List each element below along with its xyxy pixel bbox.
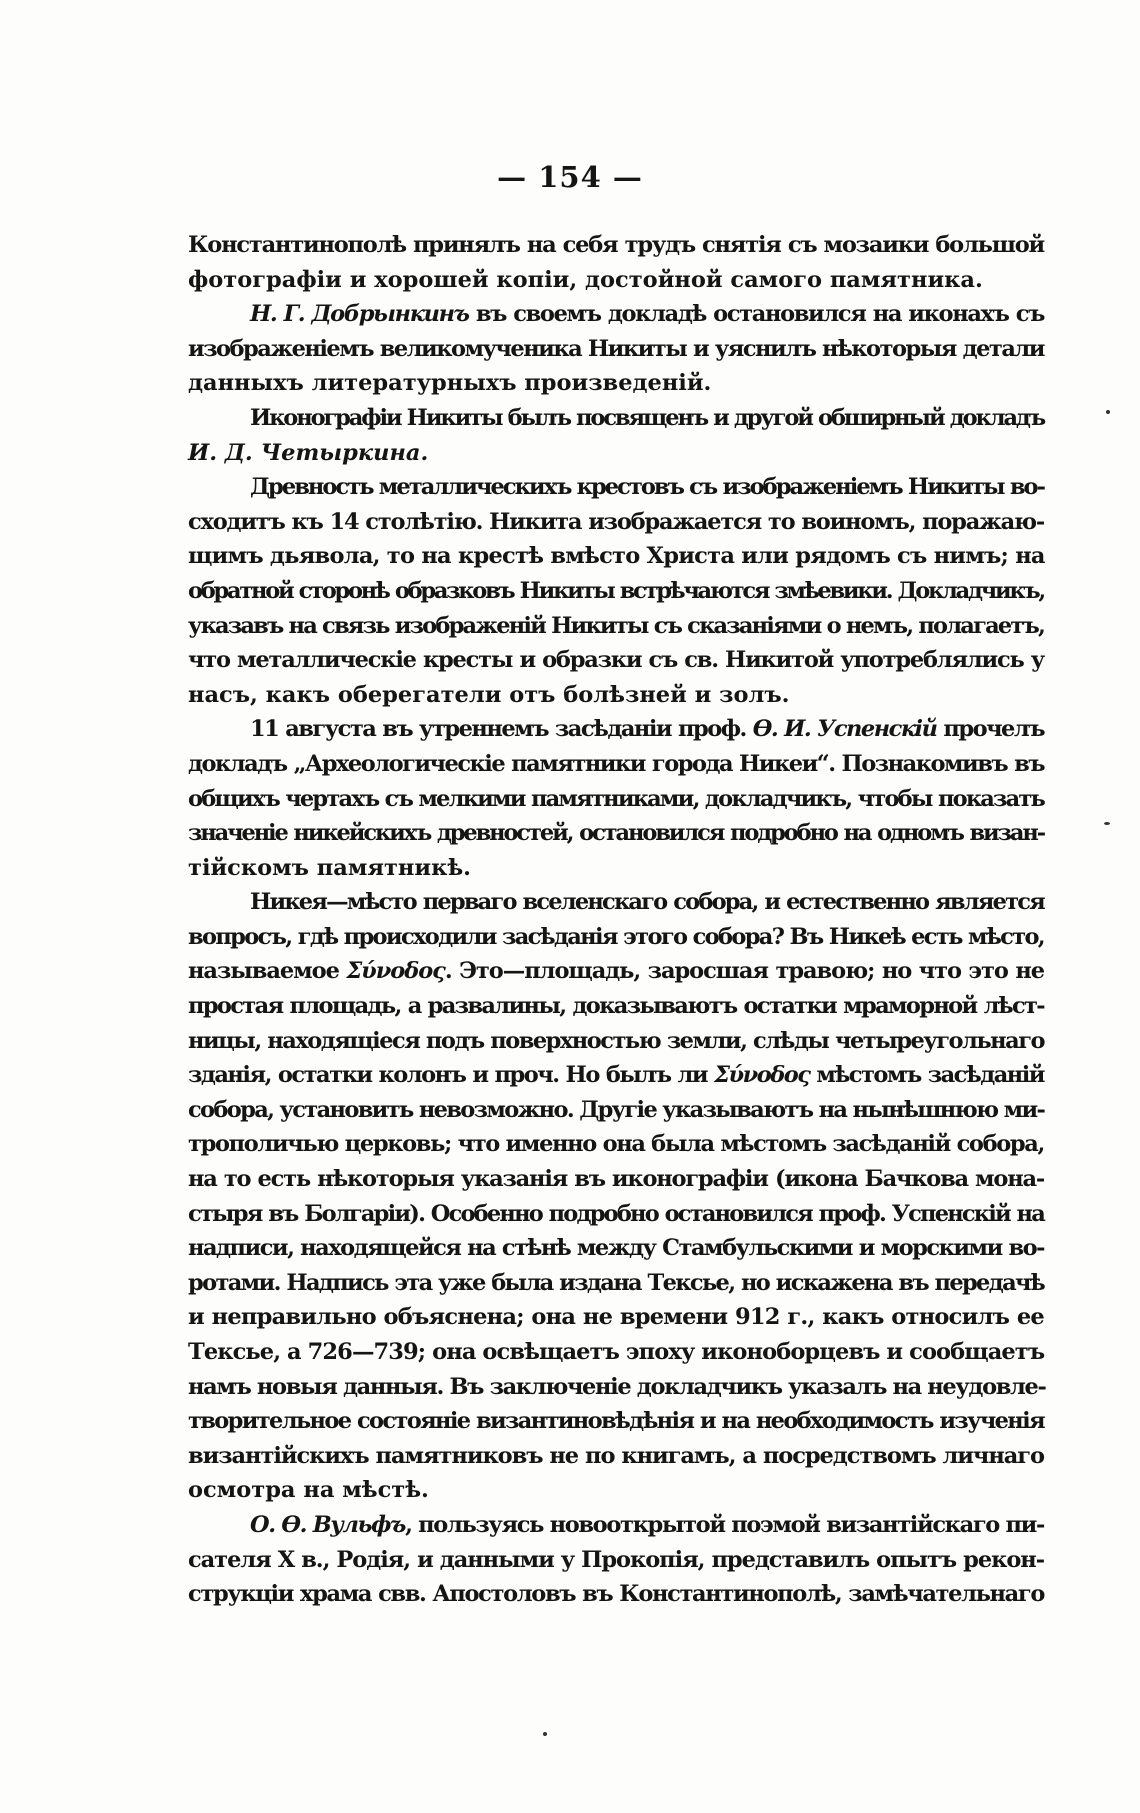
text-line [188,1508,1044,1543]
text-line: общихъ чертахъ съ мелкими памятниками, докладчикъ, чтобы показать [188,785,1044,812]
text-line: ротами. Надпись эта уже была издана Тексье, но искажена въ передачѣ [188,1269,1044,1296]
text-line: что металлическіе кресты и образки съ св. Никитой употреблялись у [188,647,1044,674]
page-number: — 154 — [497,160,643,194]
text-line: сходитъ къ 14 столѣтію. Никита изображается то воиномъ, поражаю- [188,508,1044,535]
text-line [188,712,1044,747]
text-line: Иконографіи Никиты былъ посвященъ и другой обширный докладъ [250,404,1044,431]
print-speck [543,1732,547,1736]
text-line: фотографіи и хорошей копіи, достойной самого памятника. [188,266,983,293]
text-line: струкціи храма свв. Апостоловъ въ Константинополѣ, замѣчательнаго [188,1581,1044,1608]
text-line [188,297,1044,332]
text-line: собора, установить невозможно. Другіе указываютъ на нынѣшнюю ми- [188,1096,1045,1123]
print-speck [1104,822,1110,825]
author-name: И. Д. Четыркина. [188,439,429,466]
text-fragment: 11 августа въ утреннемъ засѣданіи проф. [250,716,753,743]
text-line: надписи, находящейся на стѣнѣ между Стамбульскими и морскими во- [188,1235,1044,1262]
text-line: византійскихъ памятниковъ не по книгамъ, а посредствомъ личнаго [188,1442,1044,1469]
text-line: на то есть нѣкоторыя указанія въ иконографіи (икона Бачкова мона- [188,1166,1044,1193]
text-line: вопросъ, гдѣ происходили засѣданія этого собора? Въ Никеѣ есть мѣсто, [188,923,1044,950]
text-line: Тексье, а 726—739; она освѣщаетъ эпоху иконоборцевъ и сообщаетъ [188,1339,1045,1365]
text-line: осмотра на мѣстѣ. [188,1477,429,1504]
text-fragment: прочелъ [936,716,1044,743]
text-fragment: называемое [188,958,347,985]
author-name: Н. Г. Добрынкинъ [250,301,469,328]
text-line: сателя X в., Родія, и данными у Прокопія, представилъ опытъ рекон- [188,1546,1044,1573]
text-fragment: . Это—площадь, заросшая травою; но что это не [444,958,1045,985]
text-line: Древность металлическихъ крестовъ съ изображеніемъ Никиты во- [250,474,1044,501]
text-line: щимъ дьявола, то на крестѣ вмѣсто Христа или рядомъ съ нимъ; на [188,543,1045,570]
text-fragment: въ своемъ докладѣ остановился на иконахъ съ [468,301,1045,328]
text-line: трополичью церковь; что именно она была мѣстомъ засѣданій собора, [188,1131,1044,1158]
text-line: изображеніемъ великомученика Никиты и уяснилъ нѣкоторыя детали [188,335,1044,362]
text-line: указавъ на связь изображеній Никиты съ сказаніями о немъ, полагаетъ, [188,612,1044,639]
text-line: значеніе никейскихъ древностей, остановился подробно на одномъ визан- [188,820,1044,847]
text-line: тійскомъ памятникѣ. [188,854,471,881]
author-name: Ѳ. И. Успенскій [752,716,937,743]
text-line: стыря въ Болгаріи). Особенно подробно остановился проф. Успенскій на [188,1200,1044,1227]
text-line: данныхъ литературныхъ произведеній. [188,370,712,397]
text-fragment: , пользуясь новооткрытой поэмой византійскаго пи- [405,1511,1044,1538]
text-line: простая площадь, а развалины, доказываютъ остатки мраморной лѣст- [188,993,1044,1020]
print-speck [1106,410,1110,414]
text-fragment: зданія, остатки колонъ и проч. Но былъ ли [188,1062,715,1089]
text-line [188,954,1044,989]
body-text [188,228,1044,1612]
greek-term: Σύνοδος [346,958,445,985]
text-line: Константинополѣ принялъ на себя трудъ снятія съ мозаики большой [188,232,1044,258]
text-line: обратной сторонѣ образковъ Никиты встрѣчаются змѣевики. Докладчикъ, [188,577,1044,604]
greek-term: Σύνοδος [714,1062,810,1089]
text-line [188,436,1044,471]
text-line: докладъ „Археологическіе памятники города Никеи“. Познакомивъ въ [188,750,1044,777]
text-line: насъ, какъ оберегатели отъ болѣзней и золъ. [188,681,790,708]
text-line: и неправильно объяснена; она не времени 912 г., какъ относилъ ее [188,1304,1044,1331]
text-line: ницы, находящіеся подъ поверхностью земли, слѣды четыреугольнаго [188,1027,1044,1054]
text-line [188,1058,1044,1093]
text-line: Никея—мѣсто перваго вселенскаго собора, и естественно является [250,889,1044,916]
text-line: намъ новыя данныя. Въ заключеніе докладчикъ указалъ на неудовле- [188,1373,1046,1400]
author-name: О. Ѳ. Вульфъ [250,1511,406,1538]
text-line: творительное состояніе византиновѣдѣнія и на необходимость изученія [188,1408,1044,1435]
text-fragment: мѣстомъ засѣданій [809,1062,1044,1089]
